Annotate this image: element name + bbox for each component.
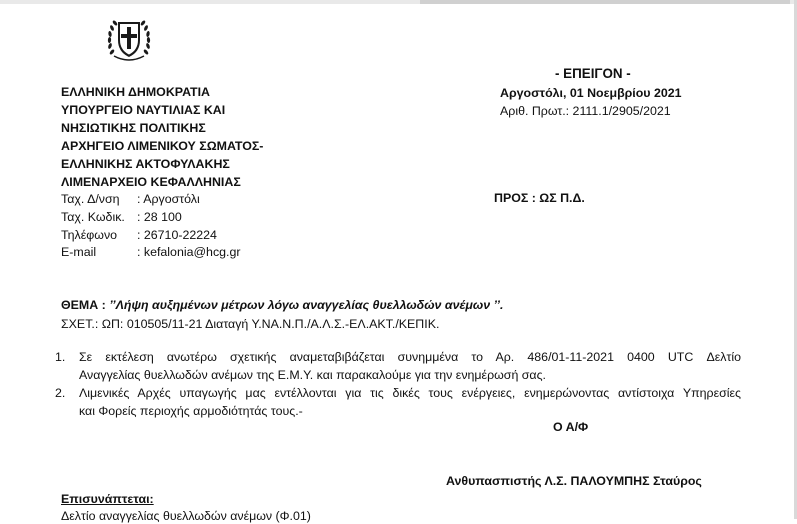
greek-coat-of-arms-icon xyxy=(106,14,152,62)
signatory: Ανθυπασπιστής Λ.Σ. ΠΑΛΟΥΜΠΗΣ Σταύρος xyxy=(446,474,702,488)
contact-label-address: Ταχ. Δ/νση xyxy=(61,192,120,206)
item-2-number: 2. xyxy=(55,386,66,400)
subject-text: ’’Λήψη αυξημένων μέτρων λόγω αναγγελίας θυελλωδών ανέμων ’’. xyxy=(109,298,504,312)
subject-reference: ΣΧΕΤ.: ΩΠ: 010505/11-21 Διαταγή Υ.ΝΑ.Ν.Π./Α.Λ.Σ.-ΕΛ.ΑΚΤ./ΚΕΠΙΚ. xyxy=(61,317,440,331)
protocol-number: Αριθ. Πρωτ.: 2111.1/2905/2021 xyxy=(500,104,671,118)
on-behalf-label: Ο Α/Φ xyxy=(553,420,589,434)
issuer-line-1: ΕΛΛΗΝΙΚΗ ΔΗΜΟΚΡΑΤΙΑ xyxy=(61,85,210,99)
issuer-line-2: ΥΠΟΥΡΓΕΙΟ ΝΑΥΤΙΛΙΑΣ ΚΑΙ xyxy=(61,103,226,117)
issuer-line-3: ΝΗΣΙΩΤΙΚΗΣ ΠΟΛΙΤΙΚΗΣ xyxy=(61,121,206,135)
issuer-line-6: ΛΙΜΕΝΑΡΧΕΙΟ ΚΕΦΑΛΛΗΝΙΑΣ xyxy=(61,175,241,189)
attachment-item: Δελτίο αναγγελίας θυελλωδών ανέμων (Φ.01) xyxy=(61,509,311,523)
recipient: ΠΡΟΣ : ΩΣ Π.Δ. xyxy=(494,191,585,205)
window-top-strip-accent xyxy=(420,0,790,4)
contact-value-email[interactable]: : kefalonia@hcg.gr xyxy=(137,245,241,259)
item-2-line-1: Λιμενικές Αρχές υπαγωγής μας εντέλλονται για τις δικές τους ενέργειες, ενημερώνοντας αντίστοιχα Υπηρεσίες xyxy=(79,386,741,400)
issuer-line-5: ΕΛΛΗΝΙΚΗΣ ΑΚΤΟΦΥΛΑΚΗΣ xyxy=(61,157,230,171)
item-2-line-2: και Φορείς περιοχής αρμοδιότητάς τους.- xyxy=(79,404,303,418)
attachments-label: Επισυνάπτεται: xyxy=(61,492,154,506)
subject-line xyxy=(61,298,503,313)
contact-label-phone: Τηλέφωνο xyxy=(61,228,118,242)
document-date: Αργοστόλι, 01 Νοεμβρίου 2021 xyxy=(500,86,682,100)
contact-value-address: : Αργοστόλι xyxy=(137,192,200,206)
item-1-line-1: Σε εκτέλεση ανωτέρω σχετικής αναμεταβιβάζεται συνημμένα το Αρ. 486/01-11-2021 0400 UTC Δελτίο xyxy=(79,350,741,364)
issuer-line-4: ΑΡΧΗΓΕΙΟ ΛΙΜΕΝΙΚΟΥ ΣΩΜΑΤΟΣ- xyxy=(61,139,264,153)
contact-value-phone: : 26710-22224 xyxy=(137,228,217,242)
subject-label: ΘΕΜΑ : xyxy=(61,298,110,312)
contact-label-postcode: Ταχ. Κωδικ. xyxy=(61,210,125,224)
item-1-line-2: Αναγγελίας θυελλωδών ανέμων της Ε.Μ.Υ. και παρακαλούμε για την ενημέρωσή σας. xyxy=(79,368,547,382)
urgency-marker: - ΕΠΕΙΓΟΝ - xyxy=(555,66,631,81)
contact-value-postcode: : 28 100 xyxy=(137,210,182,224)
contact-label-email: E-mail xyxy=(61,245,97,259)
item-1-number: 1. xyxy=(55,350,66,364)
